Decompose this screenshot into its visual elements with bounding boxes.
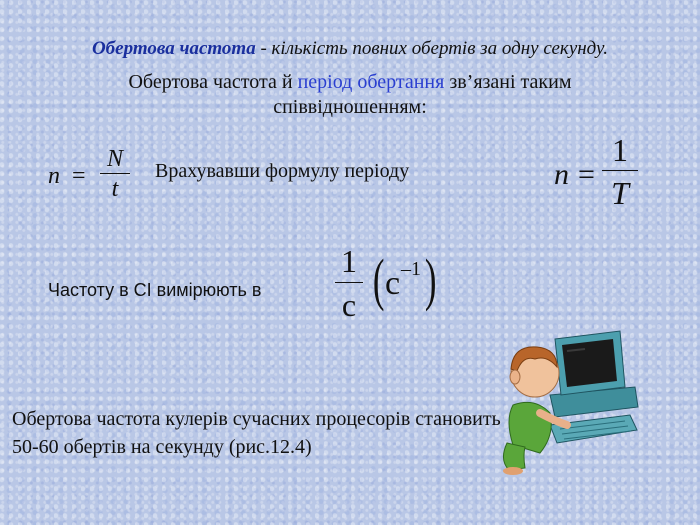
- intro-part1: Обертова частота й: [128, 71, 298, 93]
- definition-term: Обертова частота: [91, 38, 256, 59]
- formula-frequency-n-over-t: [40, 145, 140, 220]
- si-unit-text: Частоту в СІ вимірюють в: [48, 280, 262, 300]
- si-numerator: 1: [341, 243, 357, 279]
- definition-line: [0, 38, 700, 60]
- formula-right-fraction: [602, 130, 638, 215]
- bottom-text: Обертова частота кулерів сучасних процесорів становить 50-60 обертів на секунду (рис.12.4): [12, 408, 501, 458]
- formula-left-fraction: [100, 145, 130, 204]
- intro-highlight: період обертання: [297, 71, 445, 93]
- si-paren-exp: –1: [401, 258, 421, 280]
- si-paren-base: с: [385, 265, 401, 302]
- formula-right-eq: =: [578, 158, 595, 191]
- formula-left-eq: =: [72, 163, 86, 189]
- paren-open: (: [372, 247, 385, 312]
- si-unit-formula: [335, 240, 445, 340]
- formula-left-lhs: n: [48, 163, 60, 189]
- intro-part2: зв’язані таким співвідношенням:: [273, 71, 572, 118]
- formula-right-lhs: n: [554, 158, 569, 191]
- intro-paragraph: [60, 70, 640, 120]
- paren-close: ): [424, 247, 437, 312]
- formula-right-denominator: T: [611, 175, 629, 211]
- si-fraction: [335, 240, 363, 327]
- formula-left-denominator: t: [111, 176, 119, 202]
- definition-text: - кількість повних обертів за одну секунду.: [255, 38, 609, 59]
- formula-right-numerator: 1: [612, 132, 628, 168]
- formula-frequency-1-over-T: [550, 130, 660, 225]
- child-at-computer-illustration: [495, 325, 645, 475]
- si-denominator: с: [341, 287, 357, 323]
- note-period: Врахувавши формулу періоду: [155, 160, 410, 182]
- formula-left-numerator: N: [106, 146, 123, 172]
